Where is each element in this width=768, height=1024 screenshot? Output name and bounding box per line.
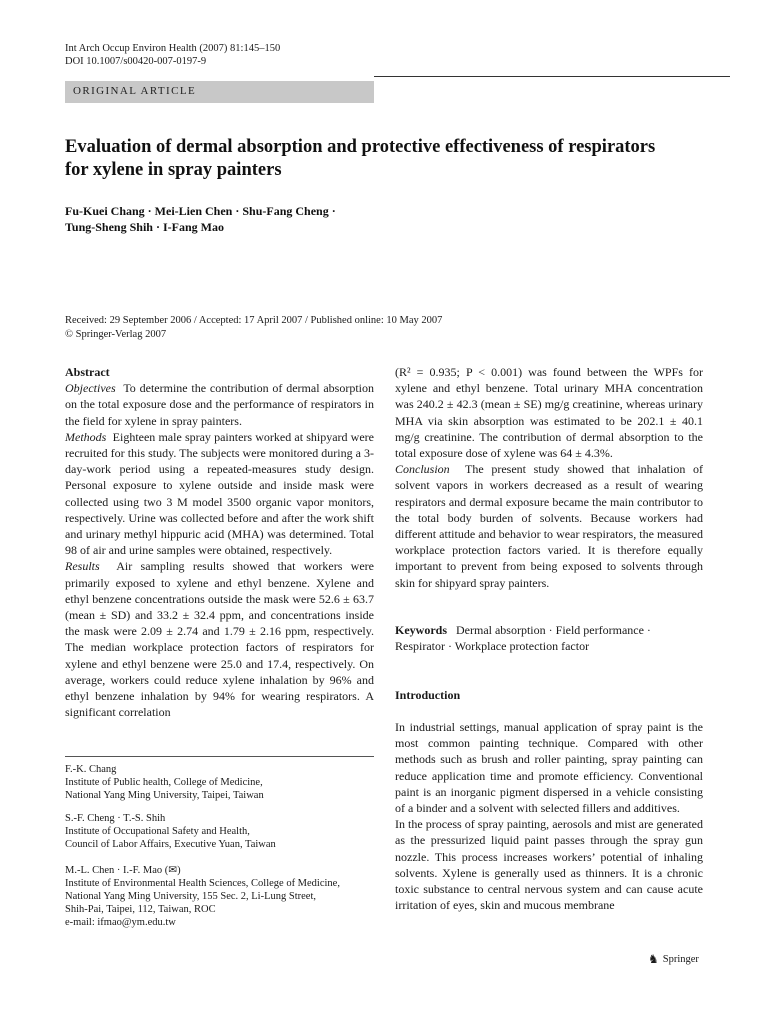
springer-horse-icon: ♞: [648, 952, 659, 966]
introduction-heading: Introduction: [395, 688, 461, 702]
authors-line-1: Fu-Kuei Chang · Mei-Lien Chen · Shu-Fang Cheng ·: [65, 204, 336, 218]
received-dates: Received: 29 September 2006 / Accepted: 17 April 2007 / Published online: 10 May 2007: [65, 315, 443, 326]
methods-text: Eighteen male spray painters worked at shipyard were recruited for this study. The subjects were monitored during a 3-day-work period using a repeated-measures study design. Personal exposure to xylene outside and inside mask were collected using two 3 M model 3500 organic vapor monitors, respectively. Urine was collected before and after the work shift and urinary methyl hippuric acid (MHA) was determined. Total 98 of air and urine samples were obtained, respectively.: [65, 429, 375, 558]
paper-title: Evaluation of dermal absorption and protective effectiveness of respirators for xylene in spray painters: [65, 137, 656, 180]
article-type-bar: [65, 81, 374, 103]
copyright: © Springer-Verlag 2007: [65, 328, 167, 340]
abstract-right-column: [395, 364, 703, 591]
authors-line-2: Tung-Sheng Shih · I-Fang Mao: [65, 220, 224, 234]
affiliation-2-address: Institute of Occupational Safety and Health, Council of Labor Affairs, Executive Yuan, Taiwan: [65, 826, 276, 850]
header-rule: [374, 76, 730, 77]
journal-header: [65, 42, 280, 68]
affiliation-1: [65, 763, 374, 802]
journal-doi: DOI 10.1007/s00420-007-0197-9: [65, 56, 207, 67]
results-text: Air sampling results showed that workers were primarily exposed to xylene and ethyl benzene. Xylene and ethyl benzene concentrations outside the mask were 52.6 ± 63.7 (mean ± SD) and 33.2 ± 32.4 ppm, and concentrations inside the mask were 2.09 ± 2.74 and 1.79 ± 2.16 ppm, respectively. The median workplace protection factors of respirators for xylene and ethyl benzene were 25.0 and 17.4, respectively. On average, workers could reduce xylene inhalation by 96% and ethyl benzene inhalation by 94% for wearing respirators. A significant correlation: [65, 559, 374, 720]
affiliation-3-address: Institute of Environmental Health Sciences, College of Medicine, National Yang Ming University, 155 Sec. 2, Li-Lung Street, Shih-Pai, Taipei, 112, Taiwan, ROC e-mail: ifmao@ym.edu.tw: [65, 878, 340, 928]
article-type-label: ORIGINAL ARTICLE: [73, 85, 197, 97]
keywords-label: Keywords: [395, 623, 447, 637]
conclusion-label: Conclusion: [395, 462, 450, 477]
publisher-name: Springer: [662, 954, 699, 965]
objectives-label: Objectives: [65, 381, 116, 396]
affiliation-rule: [65, 756, 374, 757]
affiliation-3: [65, 864, 374, 929]
keywords: [395, 622, 703, 654]
affiliation-1-address: Institute of Public health, College of Medicine, National Yang Ming University, Taipei, Taiwan: [65, 777, 264, 801]
journal-citation: Int Arch Occup Environ Health (2007) 81:145–150: [65, 43, 281, 54]
abstract-heading: Abstract: [65, 365, 110, 379]
affiliation-2: [65, 812, 374, 851]
affiliation-2-name: S.-F. Cheng · T.-S. Shih: [65, 813, 166, 824]
affiliation-3-name: M.-L. Chen · I.-F. Mao (✉): [65, 865, 181, 876]
introduction-text: In industrial settings, manual application of spray paint is the most common painting technique. Compared with other methods such as brush and roller painting, spray painting can reduce application time and promote efficiency. Conventional paint is an inorganic pigment dispersed in a vehicle consisting of a binder and a solvent with selected fillers and additives. In the process of spray painting, aerosols and mist are generated as the pressurized liquid paint passes through the spray gun nozzle. This process increases workers’ potential of inhaling solvents. Xylene is generally used as thinners. It is a chronic toxic substance to central nervous system and can cause acute irritation of eyes, skin and mucous membrane: [395, 720, 703, 913]
author-list: [65, 203, 336, 235]
publication-history: [65, 314, 442, 341]
affiliation-1-name: F.-K. Chang: [65, 764, 117, 775]
publisher-mark: [648, 952, 699, 967]
keywords-text: Dermal absorption · Field performance · Respirator · Workplace protection factor: [395, 623, 651, 654]
abstract-left-column: [65, 364, 374, 720]
conclusion-text: The present study showed that inhalation of solvent vapors in workers decreased as a result of wearing respirators and dermal exposure became the main contributor to the total body burden of solvents. Because workers had different attitude and behavior to wear respirators, the measured workplace protection factors varied. It is therefore equally important to prevent from being exposed to solvents through skin for shipyard spray painters.: [395, 462, 703, 590]
results-continued: (R² = 0.935; P < 0.001) was found between the WPFs for xylene and ethyl benzene. Total urinary MHA concentration was 240.2 ± 42.3 (mean ± SE) mg/g creatinine, whereas urinary MHA via skin absorption was estimated to be 202.1 ± 40.1 mg/g creatinine. The contribution of dermal absorption to the total exposure dose of xylene was 64 ± 4.3%.: [395, 365, 703, 461]
objectives-text: To determine the contribution of dermal absorption on the total exposure dose and the performance of respirators in the field for xylene in spray painters.: [65, 381, 375, 428]
methods-label: Methods: [65, 429, 107, 444]
results-label: Results: [65, 559, 100, 574]
